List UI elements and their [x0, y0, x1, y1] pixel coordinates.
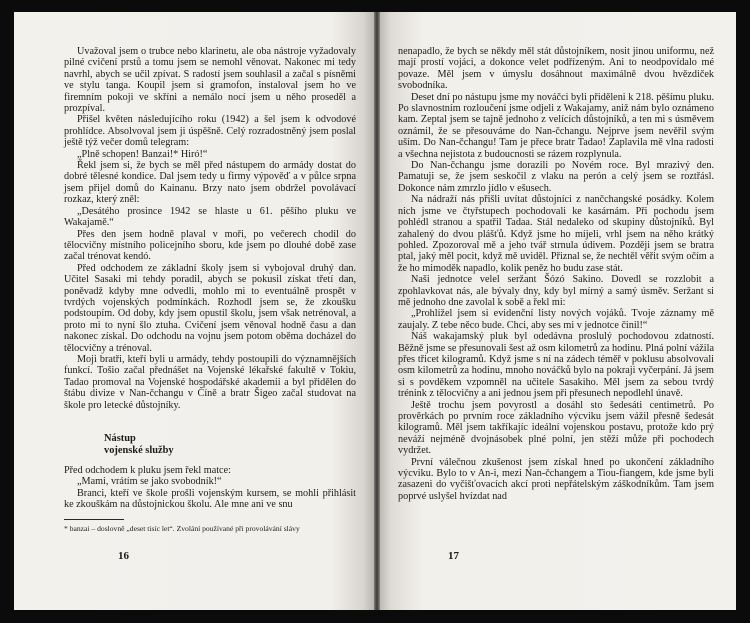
paragraph: Branci, kteří ve škole prošli vojenským kursem, se mohli přihlásit ke zkouškám na důstojnickou školu. Ale mne ani ve snu: [64, 487, 356, 511]
right-page-body: [398, 46, 714, 502]
page-number-right: 17: [448, 550, 459, 562]
paragraph: „Mami, vrátím se jako svobodník!“: [77, 476, 222, 488]
paragraph: Ještě trochu jsem povyrostl a dosáhl sto šedesáti centimetrů. Po prověrkách po prvním roce základního výcviku jsem vážil přesně šedesát kilogramů. Měl jsem takříkajíc ideální vojenskou postavu, protože kdo prý neváží nejméně dvojnásobek plné polní, jen stěží může při pochodech vydržet.: [398, 399, 714, 457]
paragraph: Na nádraží nás přišli uvítat důstojníci z nančchangské posádky. Kolem nich jsme ve čtyřstupech pochodovali ke kasárnám. Při pochodu jsem pohlédl stranou a spatřil Tadaa. Stál nedaleko od skupiny důstojníků. Byl zahalený do dvou plášťů. Když jsme ho míjeli, vrhl jsem na něho krátký pohled. Zpozoroval mě a jeho tvář strnula údivem. Později jsem se bratra ptal, jaký měl pocit, když mě uviděl. Přiznal se, že nechtěl věřit svým očím a že ho mimoděk napadlo, kolik peněz ho budu zase stát.: [398, 194, 714, 274]
paragraph: „Prohlížel jsem si evidenční listy nových vojáků. Tvoje záznamy mě zaujaly. Z tebe něco bude. Chci, aby ses mi v jednotce činil!“: [398, 308, 714, 331]
paragraph: Přišel květen následujícího roku (1942) a šel jsem k odvodové prohlídce. Absolvoval jsem ji úspěšně. Celý rozradostněný jsem poslal ještě týž večer domů telegram:: [64, 114, 356, 149]
paragraph: První válečnou zkušenost jsem získal hned po ukončení základního výcviku. Bylo to v An-i, mezi Nan-čchangem a Tiou-fiangem, kde jsme byli zasazeni do vyčišťovacích akcí proti nepřátelským záškodníkům. Tam jsem poprvé uslyšel hvízdat nad: [398, 456, 714, 502]
section-spacer: [64, 411, 356, 433]
paragraph: Naši jednotce velel seržant Šózó Sakino. Dovedl se rozzlobit a zpohlavkovat nás, ale bývaly dny, kdy byl mírný a samý úsměv. Seržant si mě jednoho dne zavolal k sobě a řekl mi:: [398, 274, 714, 308]
footnote-rule: [64, 519, 124, 520]
left-page-body: [64, 46, 356, 533]
paragraph: „Desátého prosince 1942 se hlaste u 61. pěšího pluku ve Wakajamě.“: [64, 205, 356, 229]
paragraph: „Plně schopen! Banzai!* Hiró!“: [77, 148, 208, 160]
paragraph: nenapadlo, že bych se někdy měl stát důstojníkem, nosit jinou uniformu, než mají prostí vojáci, a dokonce velet podřízeným. Ani to neodpovídalo mé povaze. Měl jsem v úmyslu dosáhnout maximálně dvou hvězdiček svobodníka.: [398, 46, 714, 92]
section-heading-line-2: vojenské služby: [104, 445, 174, 456]
right-page: [380, 12, 736, 610]
paragraph: Před odchodem k pluku jsem řekl matce:: [64, 465, 231, 476]
page-number-left: 16: [118, 550, 129, 562]
paragraph: Moji bratři, kteří byli u armády, tehdy postoupili do významnějších funkcí. Tošio začal přednášet na Vojenské lékařské fakultě v Tokiu, Tadao promoval na Vojenské hospodářské akademii a byl přidělen do štábu divize v Nan-čchangu v Číně a bratr Šigeo začal studovat na škole pro letecké důstojníky.: [64, 353, 356, 411]
paragraph: Náš wakajamský pluk byl odedávna proslulý pochodovou zdatností. Běžně jsme se přesunovali šest až osm kilometrů za hodinu. Plná polní vážila přes třicet kilogramů. Když jsme s ní na zádech téměř v poklusu absolvovali osm kilometrů za hodinu, mnoho nováčků bylo na pokraji vyčerpání. Já jsem si s povděkem vzpomněl na učitele Sasakiho. Měl jsem za sebou tvrdý trénink z tělocvičny a ani jednou jsem při přesunech nepodlehl únavě.: [398, 331, 714, 400]
paragraph: Deset dní po nástupu jsme my nováčci byli přiděleni k 218. pěšímu pluku. Po slavnostním rozloučení jsme odjeli z Wakajamy, aniž nám bylo oznámeno kam. Zeptal jsem se tajně jednoho z velících důstojníků, a ten mi s úsměvem oznámil, že se přesouváme do Nan-čchangu. Nejprve jsem nevěřil svým uším. Do Nan-čchangu! Tam je přece bratr Tadao! Zaplavila mě vlna radosti a všechna nejistota z budoucnosti se rázem rozplynula.: [398, 91, 714, 160]
paragraph: Před odchodem ze základní školy jsem si vybojoval druhý dan. Učitel Sasaki mi tehdy poradil, abych se pokusil získat třetí dan, poněvadž kdyby mne odvedli, mohlo mi to eventuálně prospět v tvrdých vojenských podmínkách. Rozhodl jsem se, že zkoušku podstoupím. Od doby, kdy jsem opustil školu, jsem však netrénoval, a proto mi to nyní šlo ztuha. Cvičení jsem věnoval hodně času a dan nakonec získal. Do odchodu na vojnu jsem potom oběma docházel do tělocvičny a trénoval.: [64, 262, 356, 354]
paragraph: Přes den jsem hodně plaval v moři, po večerech chodil do tělocvičny místního policejního sboru, kde jsem po dlouhé době zase začal trénovat kendó.: [64, 228, 356, 263]
footnote: * banzai – doslovně „deset tisíc let“. Zvolání používané při provolávání slávy: [64, 523, 300, 533]
paragraph: Řekl jsem si, že bych se měl před nástupem do armády dostat do dobré tělesné kondice. Dal jsem tedy u firmy výpověď a v půlce srpna jsem přijel domů do Kainanu. Brzy nato jsem obdržel povolávací rozkaz, který zněl:: [64, 160, 356, 206]
paragraph: Uvažoval jsem o trubce nebo klarinetu, ale oba nástroje vyžadovaly pilné cvičení prstů a tomu jsem se nemohl věnovat. Nakonec mi tedy navrhl, abych se učil zpívat. S radostí jsem souhlasil a začal s písněmi ve stylu tanga. Koupil jsem si gramofon, instaloval jsem ho ve firemním pokoji ve skříni a nemálo nocí jsem u něho proseděl a prozpíval.: [64, 46, 356, 115]
paragraph: Do Nan-čchangu jsme dorazili po Novém roce. Byl mrazivý den. Pamatuji se, že jsem seskočil z vlaku na perón a celý jsem se roztřásl. Dokonce nám zmrzlo jídlo v ešusech.: [398, 160, 714, 194]
left-page: [14, 12, 374, 610]
section-heading: [104, 433, 356, 457]
section-heading-line-1: Nástup: [104, 433, 136, 444]
